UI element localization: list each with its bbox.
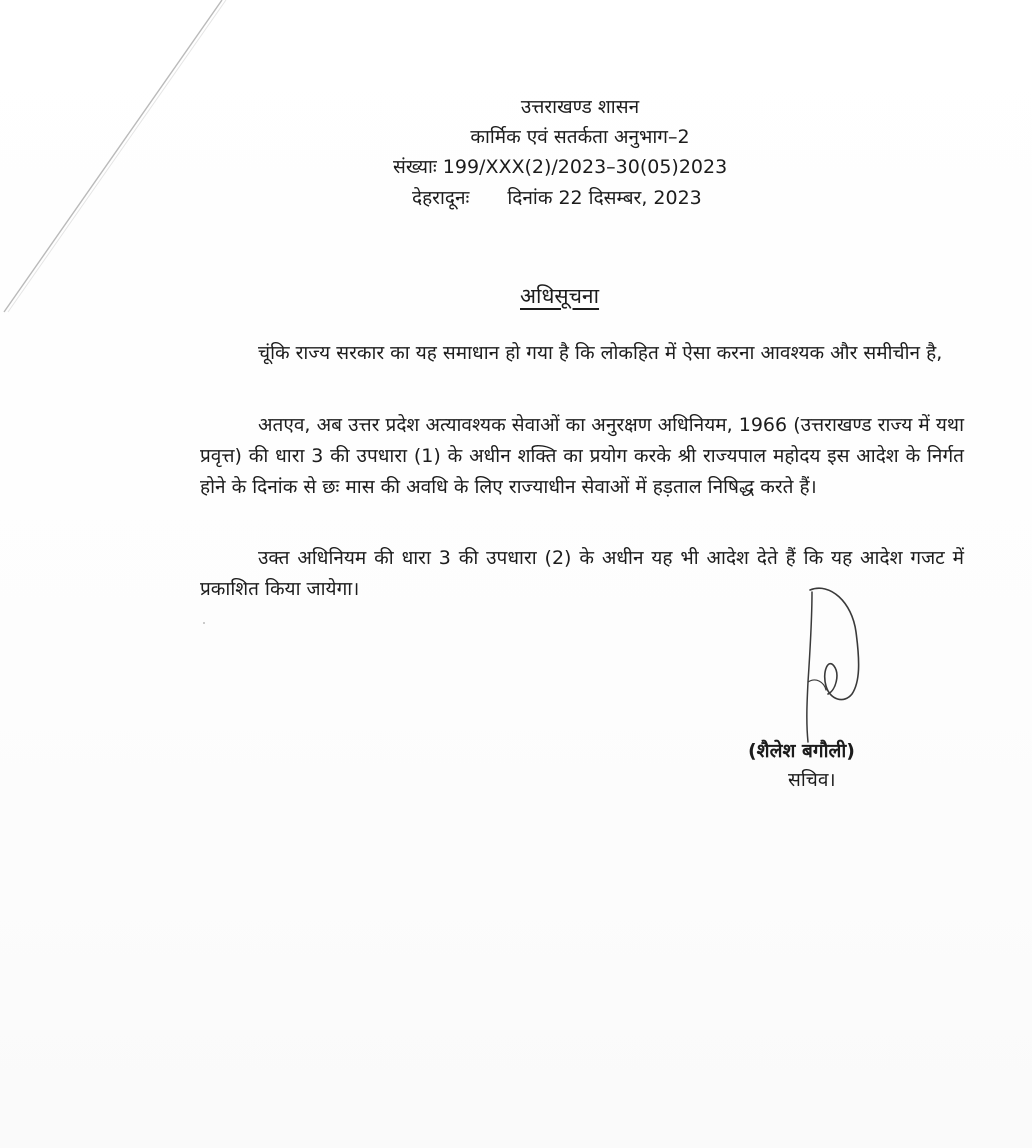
place-date-line bbox=[412, 184, 702, 210]
paragraph-2: अतएव, अब उत्तर प्रदेश अत्यावश्यक सेवाओं का अनुरक्षण अधिनियम, 1966 (उत्तराखण्ड राज्य में यथा प्रवृत्त) की धारा 3 की उपधारा (1) के अधीन शक्ति का प्रयोग करके श्री राज्यपाल महोदय इस आदेश के निर्गत होने के दिनांक से छः मास की अवधि के लिए राज्याधीन सेवाओं में हड़ताल निषिद्ध करते हैं। bbox=[200, 414, 964, 498]
notice-title: अधिसूचना bbox=[520, 284, 600, 308]
reference-number: संख्याः 199/XXX(2)/2023–30(05)2023 bbox=[393, 156, 728, 178]
signatory-name: (शैलेश बगौली) bbox=[748, 740, 855, 762]
place-name: देहरादूनः bbox=[412, 187, 470, 209]
handwritten-signature bbox=[790, 582, 890, 752]
paragraph-1: चूंकि राज्य सरकार का यह समाधान हो गया है कि लोकहित में ऐसा करना आवश्यक और समीचीन है, bbox=[258, 342, 943, 364]
government-name: उत्तराखण्ड शासन bbox=[520, 96, 640, 118]
paragraph-3: उक्त अधिनियम की धारा 3 की उपधारा (2) के अधीन यह भी आदेश देते हैं कि यह आदेश गजट में प्रकाशित किया जायेगा। bbox=[200, 547, 964, 600]
signatory-designation: सचिव। bbox=[788, 769, 836, 791]
letterhead bbox=[380, 92, 780, 152]
paper-fold-line bbox=[0, 0, 240, 320]
issue-date: दिनांक 22 दिसम्बर, 2023 bbox=[507, 187, 702, 209]
paper-speck bbox=[203, 622, 205, 624]
department-name: कार्मिक एवं सतर्कता अनुभाग–2 bbox=[470, 126, 690, 148]
